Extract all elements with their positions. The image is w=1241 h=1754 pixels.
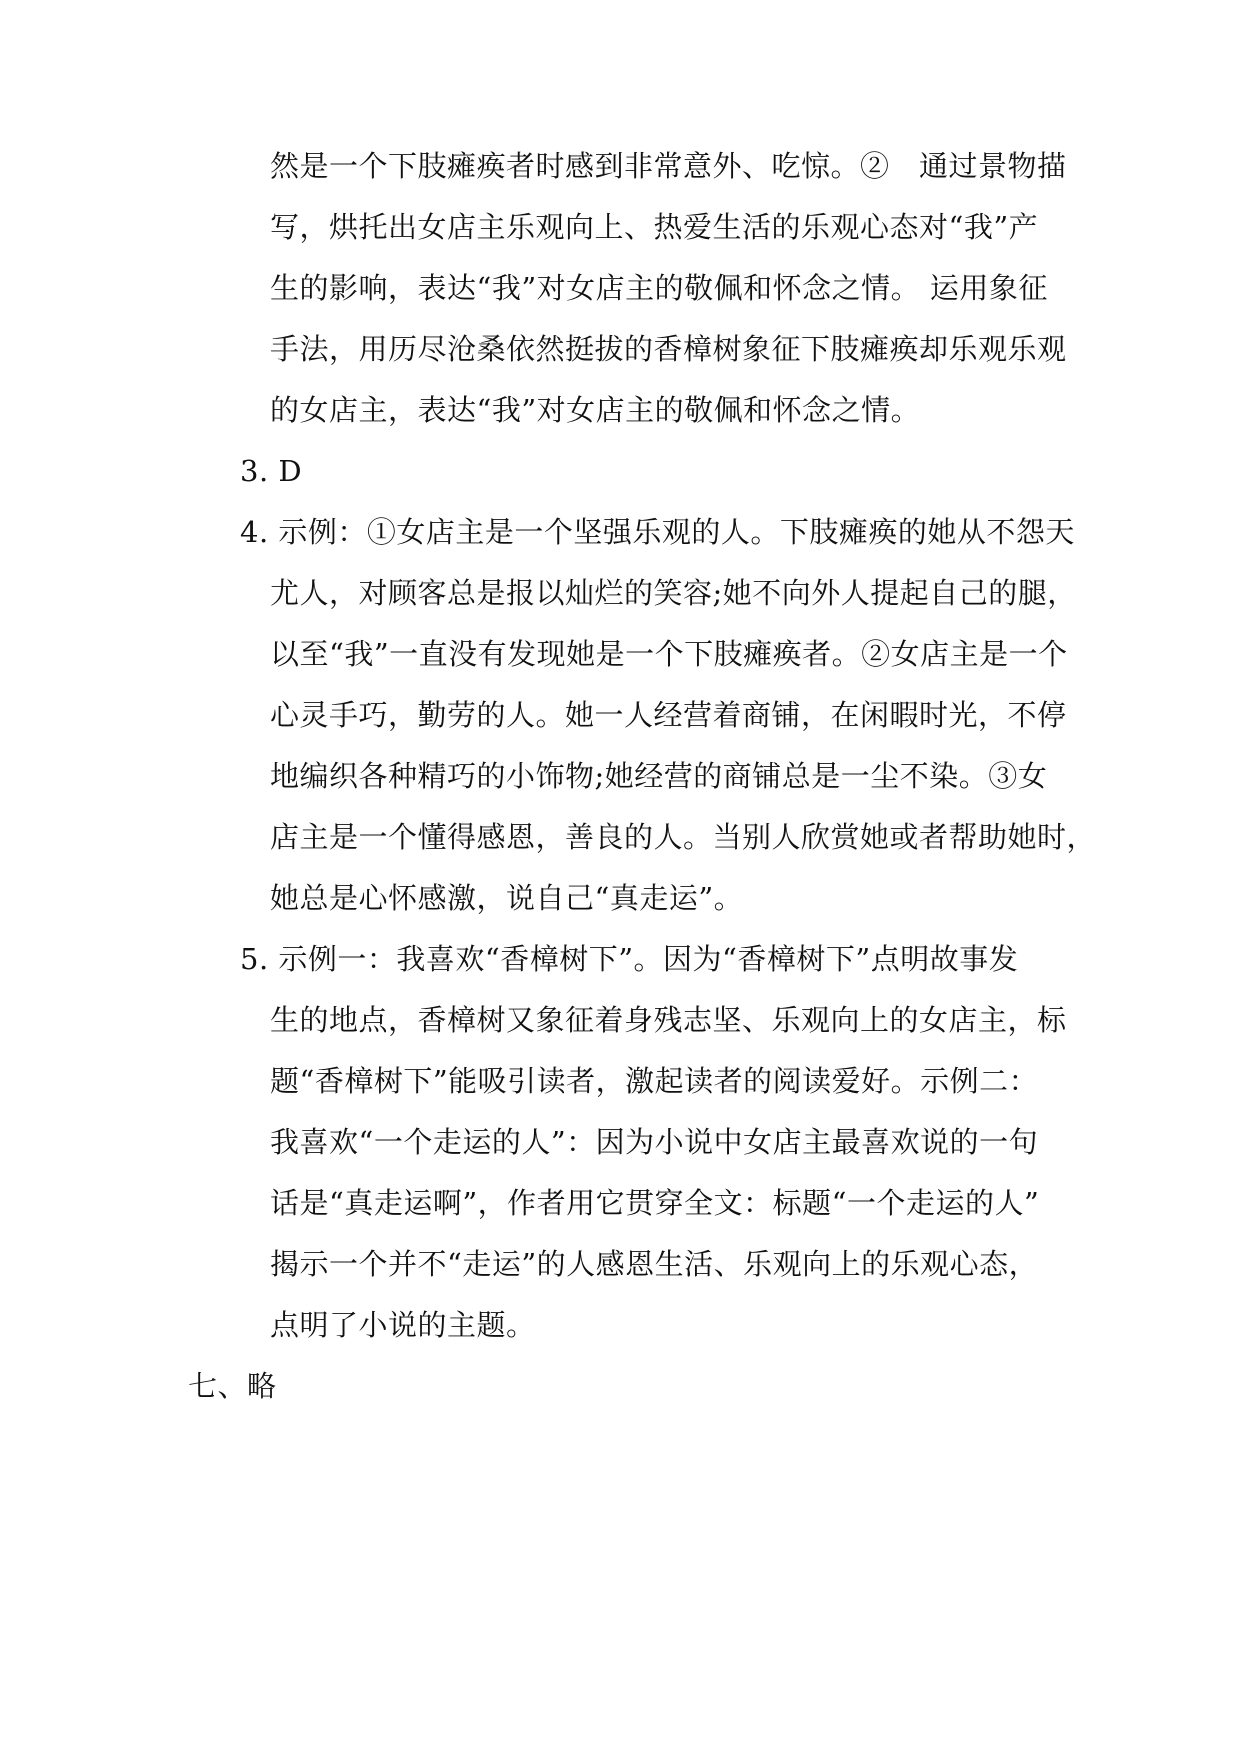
q2-line-1: 然是一个下肢瘫痪者时感到非常意外、吃惊。② 通过景物描 [270, 149, 1067, 183]
q5-line-5: 话是“真走运啊”，作者用它贯穿全文：标题“一个走运的人” [270, 1186, 1040, 1220]
q2-line-4: 手法，用历尽沧桑依然挺拔的香樟树象征下肢瘫痪却乐观乐观 [270, 332, 1067, 366]
q4-line-7: 她总是心怀感激，说自己“真走运”。 [270, 881, 744, 915]
q5-line-2: 生的地点，香樟树又象征着身残志坚、乐观向上的女店主，标 [270, 1003, 1067, 1037]
q4-line-4: 心灵手巧，勤劳的人。她一人经营着商铺，在闲暇时光，不停 [270, 698, 1067, 732]
q3-answer: 3. D [240, 454, 303, 488]
q2-line-3: 生的影响，表达“我”对女店主的敬佩和怀念之情。 运用象征 [270, 271, 1048, 305]
q5-line-4: 我喜欢“一个走运的人”：因为小说中女店主最喜欢说的一句 [270, 1125, 1039, 1159]
section-7-heading: 七、略 [188, 1369, 277, 1403]
q4-line-6: 店主是一个懂得感恩，善良的人。当别人欣赏她或者帮助她时， [270, 820, 1097, 854]
q4-line-1: 4. 示例：①女店主是一个坚强乐观的人。下肢瘫痪的她从不怨天 [240, 515, 1075, 549]
q2-line-5: 的女店主，表达“我”对女店主的敬佩和怀念之情。 [270, 393, 921, 427]
q4-line-5: 地编织各种精巧的小饰物;她经营的商铺总是一尘不染。③女 [270, 759, 1048, 793]
q5-line-7: 点明了小说的主题。 [270, 1308, 536, 1342]
q4-line-2: 尤人，对顾客总是报以灿烂的笑容;她不向外人提起自己的腿， [270, 576, 1077, 610]
q5-line-3: 题“香樟树下”能吸引读者，激起读者的阅读爱好。示例二： [270, 1064, 1039, 1098]
q5-line-6: 揭示一个并不“走运”的人感恩生活、乐观向上的乐观心态， [270, 1247, 1039, 1281]
q5-line-1: 5. 示例一：我喜欢“香樟树下”。因为“香樟树下”点明故事发 [240, 942, 1019, 976]
q4-line-3: 以至“我”一直没有发现她是一个下肢瘫痪者。②女店主是一个 [270, 637, 1068, 671]
q2-line-2: 写，烘托出女店主乐观向上、热爱生活的乐观心态对“我”产 [270, 210, 1039, 244]
